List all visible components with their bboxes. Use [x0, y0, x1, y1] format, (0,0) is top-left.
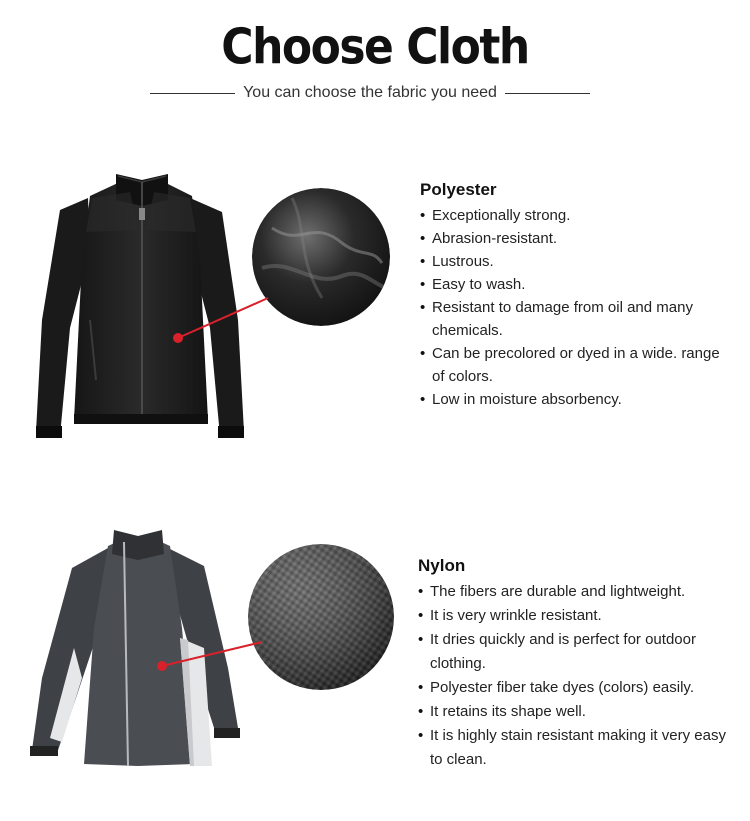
polyester-info: [420, 180, 730, 411]
page-title: Choose Cloth: [221, 18, 529, 77]
page-subtitle: You can choose the fabric you need: [243, 84, 497, 101]
list-item: • Polyester fiber take dyes (colors) easily.: [418, 676, 730, 700]
list-item: • Resistant to damage from oil and many chemicals.: [420, 296, 730, 342]
nylon-fabric-swatch: [248, 544, 394, 690]
list-item: • The fibers are durable and lightweight.: [418, 580, 730, 604]
list-item: • It is highly stain resistant making it very easy to clean.: [418, 724, 730, 772]
polyester-heading: Polyester: [420, 180, 497, 199]
nylon-heading: Nylon: [418, 556, 466, 575]
list-item: • It is very wrinkle resistant.: [418, 604, 730, 628]
nylon-pointer-line: [154, 640, 264, 676]
divider-right: [505, 93, 590, 94]
list-item: • Lustrous.: [420, 250, 730, 273]
list-item: • It retains its shape well.: [418, 700, 730, 724]
polyester-fabric-swatch: [252, 188, 390, 326]
list-item: • Abrasion-resistant.: [420, 227, 730, 250]
polyester-feature-list: [420, 204, 730, 411]
divider-left: [150, 93, 235, 94]
list-item: • Easy to wash.: [420, 273, 730, 296]
list-item: • It dries quickly and is perfect for outdoor clothing.: [418, 628, 730, 676]
list-item: • Low in moisture absorbency.: [420, 388, 730, 411]
subtitle-row: [150, 82, 590, 104]
list-item: • Exceptionally strong.: [420, 204, 730, 227]
polyester-pointer-line: [170, 296, 270, 346]
list-item: • Can be precolored or dyed in a wide. range of colors.: [420, 342, 730, 388]
nylon-feature-list: [418, 580, 730, 772]
nylon-info: [418, 556, 730, 772]
